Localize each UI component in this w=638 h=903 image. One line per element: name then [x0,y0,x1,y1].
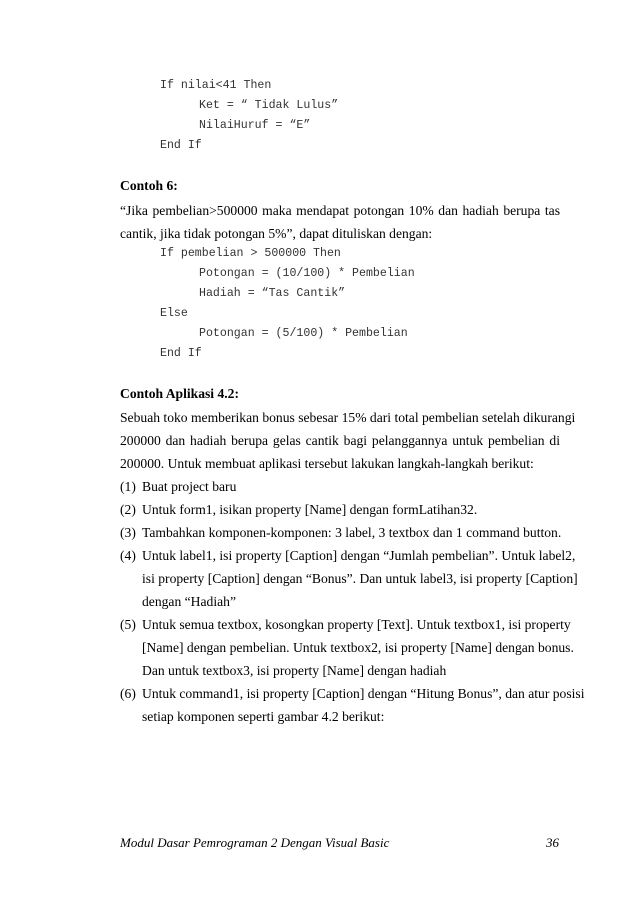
code-line: If nilai<41 Then [160,79,272,92]
code-line: Ket = “ Tidak Lulus” [199,99,339,112]
paragraph-line: 200000 dan hadiah berupa gelas cantik bagi pelanggannya untuk pembelian di [120,433,560,448]
code-line: Else [160,307,188,320]
list-item-text: Untuk command1, isi property [Caption] dengan “Hitung Bonus”, dan atur posisi [142,686,585,701]
section-heading-contoh6: Contoh 6: [120,178,178,193]
paragraph-line: 200000. Untuk membuat aplikasi tersebut lakukan langkah-langkah berikut: [120,456,534,471]
list-item-text: [Name] dengan pembelian. Untuk textbox2, isi property [Name] dengan bonus. [142,640,574,655]
code-line: End If [160,139,202,152]
page-number: 36 [546,835,559,850]
list-item-text: Tambahkan komponen-komponen: 3 label, 3 textbox dan 1 command button. [142,525,562,540]
list-item-number: (2) [120,502,136,517]
list-item-number: (4) [120,548,136,563]
list-item-text: setiap komponen seperti gambar 4.2 berikut: [142,709,385,724]
code-line: NilaiHuruf = “E” [199,119,311,132]
list-item-text: dengan “Hadiah” [142,594,236,609]
list-item-text: Untuk form1, isikan property [Name] dengan formLatihan32. [142,502,478,517]
list-item-text: Untuk semua textbox, kosongkan property [Text]. Untuk textbox1, isi property [142,617,571,632]
list-item-text: Dan untuk textbox3, isi property [Name] dengan hadiah [142,663,447,678]
section-heading-aplikasi: Contoh Aplikasi 4.2: [120,386,239,401]
list-item-number: (3) [120,525,136,540]
list-item-text: Untuk label1, isi property [Caption] dengan “Jumlah pembelian”. Untuk label2, [142,548,576,563]
code-line: Potongan = (5/100) * Pembelian [199,327,408,340]
list-item-text: isi property [Caption] dengan “Bonus”. Dan untuk label3, isi property [Caption] [142,571,578,586]
code-line: Potongan = (10/100) * Pembelian [199,267,415,280]
list-item-number: (1) [120,479,136,494]
code-line: Hadiah = “Tas Cantik” [199,287,346,300]
paragraph-line: Sebuah toko memberikan bonus sebesar 15% dari total pembelian setelah dikurangi [120,410,576,425]
footer-title: Modul Dasar Pemrograman 2 Dengan Visual Basic [120,835,390,850]
code-line: End If [160,347,202,360]
paragraph-line: cantik, jika tidak potongan 5%”, dapat dituliskan dengan: [120,226,433,241]
code-line: If pembelian > 500000 Then [160,247,341,260]
list-item-number: (6) [120,686,136,701]
paragraph-line: “Jika pembelian>500000 maka mendapat potongan 10% dan hadiah berupa tas [120,203,560,218]
list-item-number: (5) [120,617,136,632]
list-item-text: Buat project baru [142,479,237,494]
